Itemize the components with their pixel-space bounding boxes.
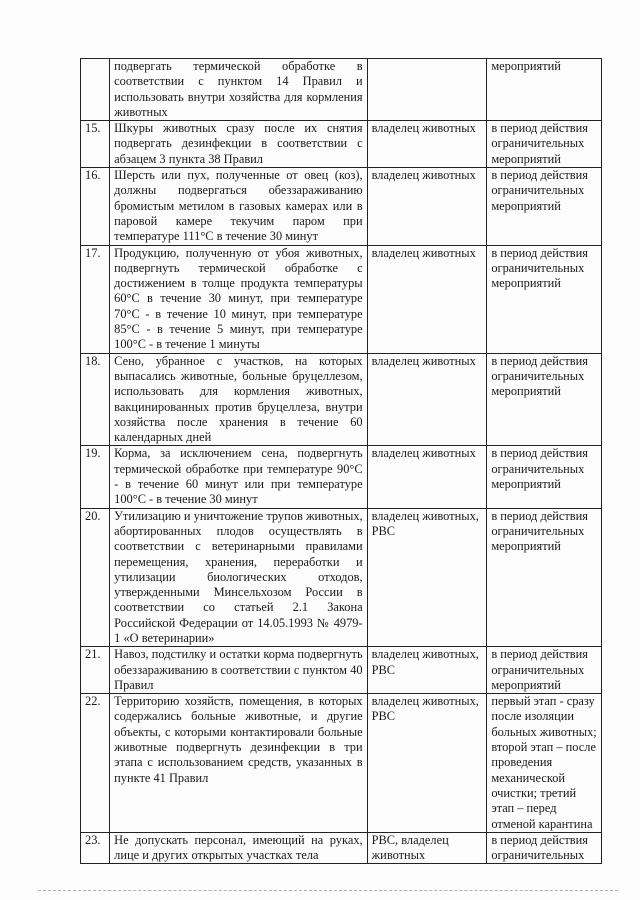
- measure-text: Шкуры животных сразу после их снятия подвергать дезинфекции в соответствии с абзацем 3 пункта 38 Правил: [110, 121, 367, 168]
- table-row: [81, 353, 602, 446]
- term-cell: в период действия ограничительных мероприятий: [487, 353, 602, 446]
- executor-cell: владелец животных, РВС: [367, 694, 487, 833]
- executor-cell: владелец животных: [367, 353, 487, 446]
- term-cell: в период действия ограничительных мероприятий: [487, 647, 602, 694]
- row-number: 15.: [81, 121, 110, 168]
- table-row: [81, 446, 602, 508]
- row-number: 16.: [81, 168, 110, 245]
- page-bottom-line: [38, 890, 618, 891]
- executor-cell: владелец животных: [367, 446, 487, 508]
- term-cell: в период действия ограничительных мероприятий: [487, 508, 602, 647]
- table-row: [81, 694, 602, 833]
- measure-text: Корма, за исключением сена, подвергнуть термической обработке при температуре 90°С - в течение 60 минут или при температуре 100°С - в течение 30 минут: [110, 446, 367, 508]
- executor-cell: [367, 59, 487, 121]
- row-number: 22.: [81, 694, 110, 833]
- row-number: 20.: [81, 508, 110, 647]
- table-row: [81, 59, 602, 121]
- table-row: [81, 832, 602, 864]
- term-cell: в период действия ограничительных мероприятий: [487, 121, 602, 168]
- row-number: 19.: [81, 446, 110, 508]
- measure-text: Утилизацию и уничтожение трупов животных, абортированных плодов осуществлять в соответствии с ветеринарными правилами перемещения, хранения, переработки и утилизации биологических отходов, утвержденными Минсельхозом России в соответствии со статьей 2.1 Закона Российской Федерации от 14.05.1993 № 4979-1 «О ветеринарии»: [110, 508, 367, 647]
- row-number: [81, 59, 110, 121]
- measure-text: Сено, убранное с участков, на которых выпасались животные, больные бруцеллезом, использовать для кормления животных, вакцинированных против бруцеллеза, внутри хозяйства после хранения в течение 60 календарных дней: [110, 353, 367, 446]
- term-cell: в период действия ограничительных мероприятий: [487, 446, 602, 508]
- row-number: 21.: [81, 647, 110, 694]
- term-cell: мероприятий: [487, 59, 602, 121]
- measure-text: Территорию хозяйств, помещения, в которых содержались больные животные, и другие объекты, с которыми контактировали больные животные подвергнуть дезинфекции в три этапа с использованием средств, указанных в пункте 41 Правил: [110, 694, 367, 833]
- executor-cell: владелец животных, РВС: [367, 508, 487, 647]
- executor-cell: РВС, владелец животных: [367, 832, 487, 864]
- measure-text: Не допускать персонал, имеющий на руках, лице и других открытых участках тела: [110, 832, 367, 864]
- table-row: [81, 245, 602, 353]
- executor-cell: владелец животных: [367, 245, 487, 353]
- row-number: 17.: [81, 245, 110, 353]
- measure-text: Продукцию, полученную от убоя животных, подвергнуть термической обработке с достижением в толще продукта температуры 60°С в течение 30 минут, при температуре 70°С - в течение 10 минут, при температуре 85°С - в течение 5 минут, при температуре 100°С - в течение 1 минуты: [110, 245, 367, 353]
- term-cell: первый этап - сразу после изоляции больных животных; второй этап – после проведения механической очистки; третий этап – перед отменой карантина: [487, 694, 602, 833]
- table-row: [81, 121, 602, 168]
- term-cell: в период действия ограничительных мероприятий: [487, 245, 602, 353]
- measures-table: [80, 58, 602, 864]
- measures-table-body: [81, 59, 602, 864]
- table-row: [81, 508, 602, 647]
- term-cell: в период действия ограничительных: [487, 832, 602, 864]
- table-row: [81, 168, 602, 245]
- measure-text: Навоз, подстилку и остатки корма подвергнуть обеззараживанию в соответствии с пунктом 40 Правил: [110, 647, 367, 694]
- measure-text: Шерсть или пух, полученные от овец (коз), должны подвергаться обеззараживанию бромистым метилом в газовых камерах или в паровой камере текучим паром при температуре 111°С в течение 30 минут: [110, 168, 367, 245]
- term-cell: в период действия ограничительных мероприятий: [487, 168, 602, 245]
- executor-cell: владелец животных: [367, 121, 487, 168]
- executor-cell: владелец животных: [367, 168, 487, 245]
- row-number: 23.: [81, 832, 110, 864]
- row-number: 18.: [81, 353, 110, 446]
- executor-cell: владелец животных, РВС: [367, 647, 487, 694]
- measure-text: подвергать термической обработке в соответствии с пунктом 14 Правил и использовать внутри хозяйства для кормления животных: [110, 59, 367, 121]
- table-row: [81, 647, 602, 694]
